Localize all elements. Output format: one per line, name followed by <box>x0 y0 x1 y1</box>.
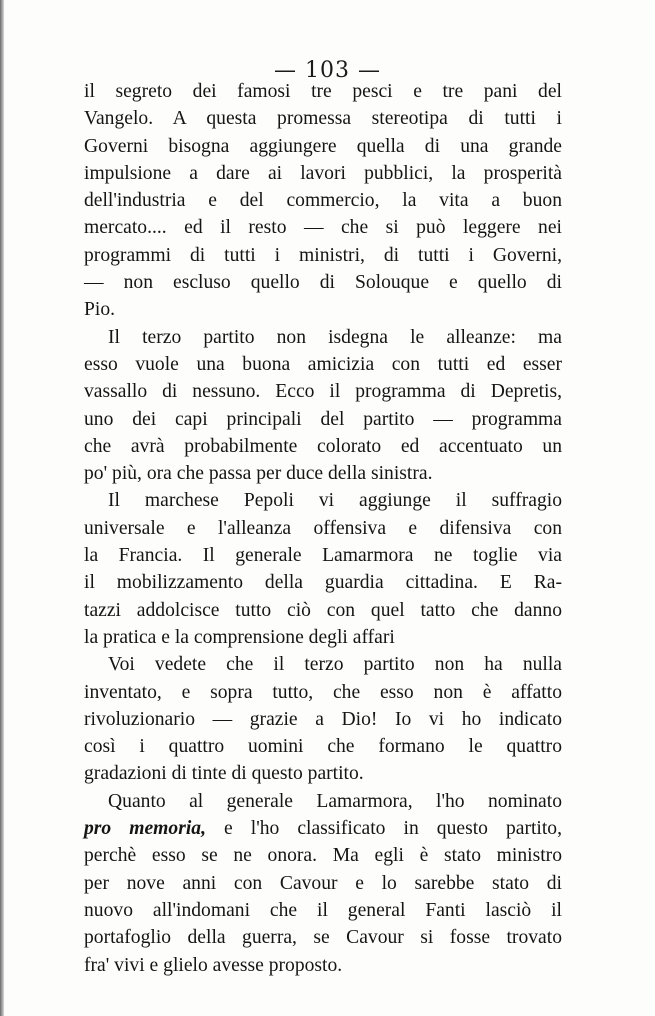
text-line: — non escluso quello di Solouque e quello di <box>84 272 562 294</box>
text-line: Vangelo. A questa promessa stereotipa di tutti i <box>84 108 562 130</box>
text-line: il mobilizzamento della guardia cittadina. E Ra- <box>84 572 562 594</box>
text-line: mercato.... ed il resto — che si può leggere nei <box>84 217 562 239</box>
page-binding-edge <box>0 0 4 1016</box>
text-line: gradazioni di tinte di questo partito. <box>84 763 364 785</box>
text-line: la Francia. Il generale Lamarmora ne toglie via <box>84 545 562 567</box>
text-line: Il terzo partito non isdegna le alleanze: ma <box>108 326 562 348</box>
text-line: portafoglio della guerra, se Cavour si fosse trovato <box>84 927 562 949</box>
text-line: programmi di tutti i ministri, di tutti i Governi, <box>84 244 562 266</box>
text-line: Pio. <box>84 299 116 321</box>
text-line: po' più, ora che passa per duce della sinistra. <box>84 463 433 485</box>
text-line: Voi vedete che il terzo partito non ha nulla <box>108 654 562 676</box>
text-line: nuovo all'indomani che il general Fanti lasciò il <box>84 899 562 921</box>
text-line <box>84 815 562 842</box>
text-line: esso vuole una buona amicizia con tutti ed esser <box>84 353 562 375</box>
page-number: — 103 — <box>274 58 381 83</box>
text-line: perchè esso se ne onora. Ma egli è stato ministro <box>84 845 562 867</box>
text-line: inventato, e sopra tutto, che esso non è affatto <box>84 681 562 703</box>
text-line: rivoluzionario — grazie a Dio! Io vi ho indicato <box>84 708 562 730</box>
text-line: Quanto al generale Lamarmora, l'ho nominato <box>108 790 562 812</box>
body-text <box>84 78 562 979</box>
text-segment: e l'ho classificato in questo partito, <box>206 818 563 840</box>
text-line: così i quattro uomini che formano le quattro <box>84 736 562 758</box>
text-line: vassallo di nessuno. Ecco il programma di Depretis, <box>84 381 562 403</box>
text-line: per nove anni con Cavour e lo sarebbe stato di <box>84 872 562 894</box>
text-line: uno dei capi principali del partito — programma <box>84 408 562 430</box>
text-line: Governi bisogna aggiungere quella di una grande <box>84 135 562 157</box>
text-line: la pratica e la comprensione degli affari <box>84 626 395 648</box>
text-line: il segreto dei famosi tre pesci e tre pani del <box>84 81 562 102</box>
text-line: tazzi addolcisce tutto ciò con quel tatto che danno <box>84 599 562 621</box>
italic-phrase: pro memoria, <box>84 818 206 840</box>
text-line: Il marchese Pepoli vi aggiunge il suffragio <box>108 490 562 512</box>
text-line: fra' vivi e glielo avesse proposto. <box>84 954 343 976</box>
text-line: impulsione a dare ai lavori pubblici, la prosperità <box>84 162 562 184</box>
text-line: che avrà probabilmente colorato ed accentuato un <box>84 435 562 457</box>
text-line: universale e l'alleanza offensiva e difensiva con <box>84 517 562 539</box>
text-line: dell'industria e del commercio, la vita a buon <box>84 190 562 212</box>
